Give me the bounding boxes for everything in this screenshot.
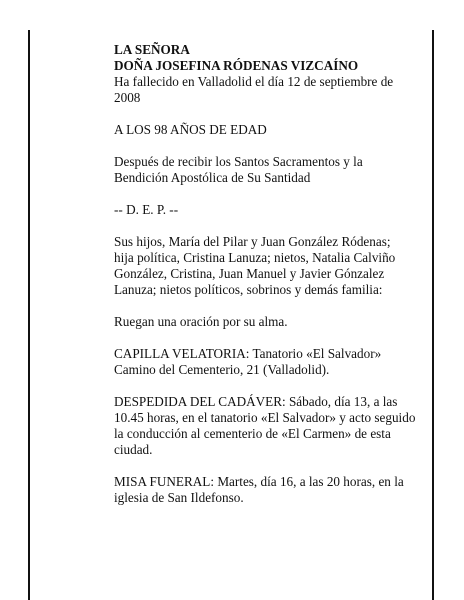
left-border-rule [28, 30, 30, 600]
chapel-line-2: Camino del Cementerio, 21 (Valladolid). [114, 362, 330, 377]
rip-line: -- D. E. P. -- [114, 202, 179, 217]
farewell-line-2: 10.45 horas, en el tanatorio «El Salvador» y acto seguido [114, 410, 416, 425]
mass-line-1: MISA FUNERAL: Martes, día 16, a las 20 horas, en la [114, 474, 404, 489]
family-line-3: González, Cristina, Juan Manuel y Javier Gónzalez [114, 266, 385, 281]
family-line-1: Sus hijos, María del Pilar y Juan González Ródenas; [114, 234, 391, 249]
obituary-text [114, 42, 454, 506]
sacraments-line-1: Después de recibir los Santos Sacramentos y la [114, 154, 363, 169]
deceased-name: DOÑA JOSEFINA RÓDENAS VIZCAÍNO [114, 58, 359, 73]
farewell-line-1: DESPEDIDA DEL CADÁVER: Sábado, día 13, a las [114, 394, 398, 409]
family-line-4: Lanuza; nietos políticos, sobrinos y demás familia: [114, 282, 383, 297]
sacraments-line-2: Bendición Apostólica de Su Santidad [114, 170, 311, 185]
title-line-1: LA SEÑORA [114, 42, 190, 57]
death-announcement-line-2: 2008 [114, 90, 141, 105]
family-line-2: hija política, Cristina Lanuza; nietos, Natalia Calviño [114, 250, 396, 265]
prayer-line: Ruegan una oración por su alma. [114, 314, 288, 329]
chapel-line-1: CAPILLA VELATORIA: Tanatorio «El Salvador» [114, 346, 382, 361]
farewell-line-4: ciudad. [114, 442, 153, 457]
mass-line-2: iglesia de San Ildefonso. [114, 490, 244, 505]
death-announcement-line-1: Ha fallecido en Valladolid el día 12 de septiembre de [114, 74, 394, 89]
age-line: A LOS 98 AÑOS DE EDAD [114, 122, 267, 137]
farewell-line-3: la conducción al cementerio de «El Carmen» de esta [114, 426, 391, 441]
